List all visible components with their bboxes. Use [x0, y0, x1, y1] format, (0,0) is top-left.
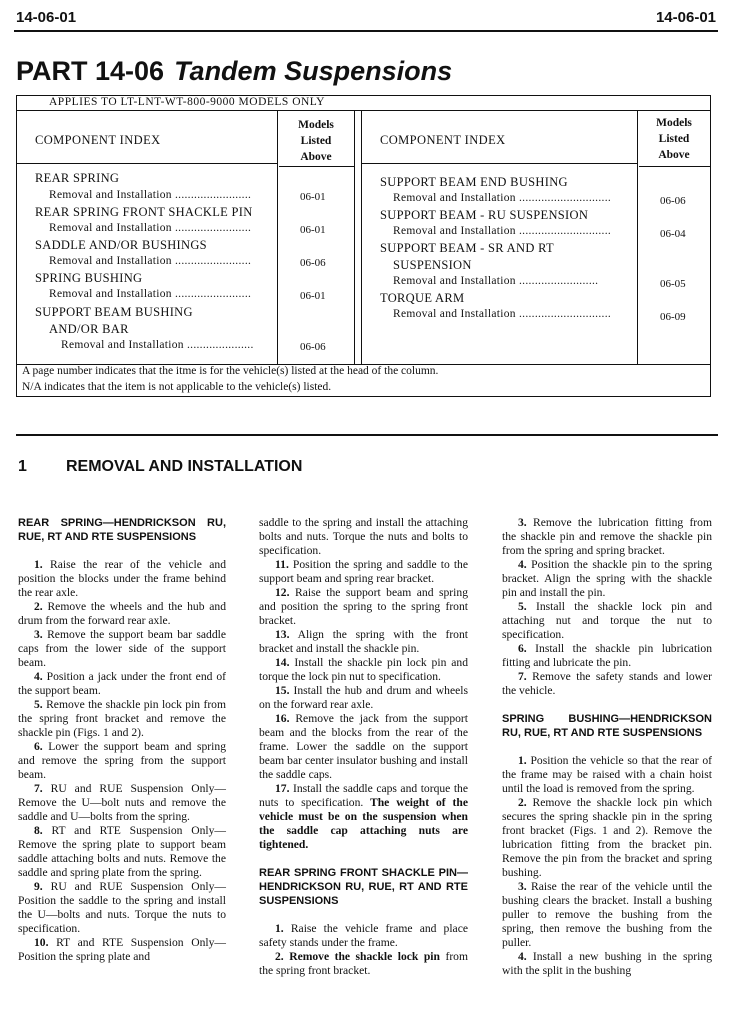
part-number: PART 14-06	[16, 56, 165, 86]
step: 6. Install the shackle pin lubrication fitting and lubricate the pin.	[502, 642, 712, 669]
step: 2. Remove the shackle lock pin which secures the spring shackle pin in the spring front bracket (Figs. 1 and 2). Remove the lubrication fitting from the bracket pin. Remove the pin from the bracket and spring bushing.	[502, 796, 712, 879]
section-rule	[16, 434, 718, 436]
step: 1. Raise the rear of the vehicle and position the blocks under the frame behind the rear axle.	[18, 558, 226, 599]
page-number-left: 14-06-01	[16, 9, 77, 26]
index-entry: AND/OR BAR	[49, 322, 129, 336]
table-note: A page number indicates that the itme is for the vehicle(s) listed at the head of the column.	[22, 365, 439, 377]
step: 4. Install a new bushing in the spring with the split in the bushing	[502, 950, 712, 977]
section-title: REMOVAL AND INSTALLATION	[66, 458, 303, 475]
index-entry: SUPPORT BEAM - RU SUSPENSION	[380, 208, 589, 222]
page-number-right: 14-06-01	[655, 9, 716, 26]
heading-rule	[361, 163, 637, 164]
header-rule	[14, 30, 718, 32]
index-entry: Removal and Installation .....................	[61, 339, 254, 351]
step: 7. RU and RUE Suspension Only— Remove the U—bolt nuts and remove the saddle and U—bolts from the spring.	[18, 782, 226, 823]
listed-word: Listed	[300, 135, 332, 147]
text-column-2	[259, 516, 468, 978]
models-heading-left	[279, 117, 353, 165]
heading-rule	[17, 163, 277, 164]
step: 5. Remove the shackle pin lock pin from the spring front bracket and remove the shackle pin (Figs. 1 and 2).	[18, 698, 226, 739]
step: 6. Lower the support beam and spring and remove the spring from the support beam.	[18, 740, 226, 781]
subsection-heading: REAR SPRING—HENDRICKSON RU, RUE, RT AND RTE SUSPENSIONS	[18, 517, 226, 543]
step: 1. Position the vehicle so that the rear of the frame may be raised with a chain hoist until the load is removed from the spring.	[502, 754, 712, 795]
step: 15. Install the hub and drum and wheels on the forward rear axle.	[259, 684, 468, 711]
step: 4. Position a jack under the front end of the support beam.	[18, 670, 226, 697]
left-index-heading: COMPONENT INDEX	[35, 133, 161, 147]
index-page: 06-06	[300, 341, 326, 353]
table-divider	[361, 110, 362, 364]
step: 12. Raise the support beam and spring and position the spring to the spring front bracket.	[259, 586, 468, 627]
step: 9. RU and RUE Suspension Only—Position the saddle to the spring and install the U—bolts and nuts. Torque the nuts to specification.	[18, 880, 226, 935]
index-entry: Removal and Installation ........................	[49, 189, 252, 201]
models-heading-right	[639, 115, 709, 163]
index-entry: Removal and Installation .............................	[393, 308, 612, 320]
index-page: 06-06	[300, 257, 326, 269]
step: 11. Position the spring and saddle to the support beam and spring rear bracket.	[259, 558, 468, 585]
step: 17. Install the saddle caps and torque the nuts to specification. The weight of the vehicle must be on the suspension when the saddle cap attaching nuts are tightened.	[259, 782, 468, 851]
part-name: Tandem Suspensions	[174, 56, 453, 86]
index-entry: Removal and Installation ........................	[49, 288, 252, 300]
index-entry: Removal and Installation .............................	[393, 225, 612, 237]
step: 4. Position the shackle pin to the spring bracket. Align the spring with the shackle pin and install the pin.	[502, 558, 712, 599]
applies-line: APPLIES TO LT-LNT-WT-800-9000 MODELS ONLY	[49, 96, 325, 108]
step: 3. Remove the support beam bar saddle caps from the lower side of the support beam.	[18, 628, 226, 669]
index-page: 06-09	[660, 311, 686, 323]
table-divider	[354, 110, 355, 364]
step: 2. Remove the shackle lock pin from the spring front bracket.	[259, 950, 468, 977]
index-page: 06-01	[300, 191, 326, 203]
text-column-1	[18, 516, 226, 964]
index-entry: SUPPORT BEAM BUSHING	[35, 305, 193, 319]
models-word: Models	[656, 117, 692, 129]
index-entry: Removal and Installation ........................	[49, 255, 252, 267]
step: 3. Remove the lubrication fitting from the shackle pin and remove the shackle pin from the spring and spring bracket.	[502, 516, 712, 557]
step: 3. Raise the rear of the vehicle until the bushing clears the bracket. Install a bushing puller to remove the bushing from the spring, then remove the bushing from the puller.	[502, 880, 712, 949]
index-page: 06-05	[660, 278, 686, 290]
section-number: 1	[18, 458, 27, 475]
index-page: 06-04	[660, 228, 686, 240]
index-page: 06-06	[660, 195, 686, 207]
models-word: Models	[298, 119, 334, 131]
step: 7. Remove the safety stands and lower the vehicle.	[502, 670, 712, 697]
component-index-table	[16, 95, 711, 397]
index-page: 06-01	[300, 224, 326, 236]
page-title	[16, 56, 452, 87]
listed-word: Listed	[658, 133, 690, 145]
index-entry: SADDLE AND/OR BUSHINGS	[35, 238, 207, 252]
index-entry: Removal and Installation .........................	[393, 275, 599, 287]
index-entry: TORQUE ARM	[380, 291, 465, 305]
step: 5. Install the shackle lock pin and attaching nut and torque the nut to specification.	[502, 600, 712, 641]
index-entry: SUSPENSION	[393, 258, 472, 272]
step: 2. Remove the wheels and the hub and drum from the forward rear axle.	[18, 600, 226, 627]
step: 14. Install the shackle pin lock pin and torque the lock pin nut to specification.	[259, 656, 468, 683]
right-index-heading: COMPONENT INDEX	[380, 133, 506, 147]
above-word: Above	[658, 149, 690, 161]
step: 10. RT and RTE Suspension Only—Position the spring plate and	[18, 936, 226, 963]
table-divider	[637, 110, 638, 364]
index-page: 06-01	[300, 290, 326, 302]
heading-rule	[279, 166, 354, 167]
index-entry: Removal and Installation ........................	[49, 222, 252, 234]
step: 8. RT and RTE Suspension Only—Remove the spring plate to support beam saddle attaching bolts and nuts. Remove the saddle and spring plate from the spring.	[18, 824, 226, 879]
table-rule	[17, 110, 710, 111]
index-entry: Removal and Installation .............................	[393, 192, 612, 204]
table-divider	[277, 110, 278, 364]
index-entry: SUPPORT BEAM END BUSHING	[380, 175, 568, 189]
heading-rule	[639, 166, 710, 167]
step: 1. Raise the vehicle frame and place safety stands under the frame.	[259, 922, 468, 949]
above-word: Above	[300, 151, 332, 163]
index-entry: REAR SPRING FRONT SHACKLE PIN	[35, 205, 253, 219]
index-entry: REAR SPRING	[35, 171, 120, 185]
step: 16. Remove the jack from the support beam and the blocks from the rear of the frame. Lower the saddle on the support beam bar center insulator bushing and install the saddle caps.	[259, 712, 468, 781]
index-entry: SPRING BUSHING	[35, 271, 143, 285]
index-entry: SUPPORT BEAM - SR AND RT	[380, 241, 554, 255]
subsection-heading: REAR SPRING FRONT SHACKLE PIN—HENDRICKSON RU, RUE, RT AND RTE SUSPENSIONS	[259, 867, 468, 907]
text-column-3	[502, 516, 712, 978]
subsection-heading: SPRING BUSHING—HENDRICKSON RU, RUE, RT AND RTE SUSPENSIONS	[502, 713, 712, 739]
step-continued: saddle to the spring and install the attaching bolts and nuts. Torque the nuts and bolts to specification.	[259, 516, 468, 557]
table-note: N/A indicates that the item is not applicable to the vehicle(s) listed.	[22, 381, 332, 393]
step: 13. Align the spring with the front bracket and install the shackle pin.	[259, 628, 468, 655]
